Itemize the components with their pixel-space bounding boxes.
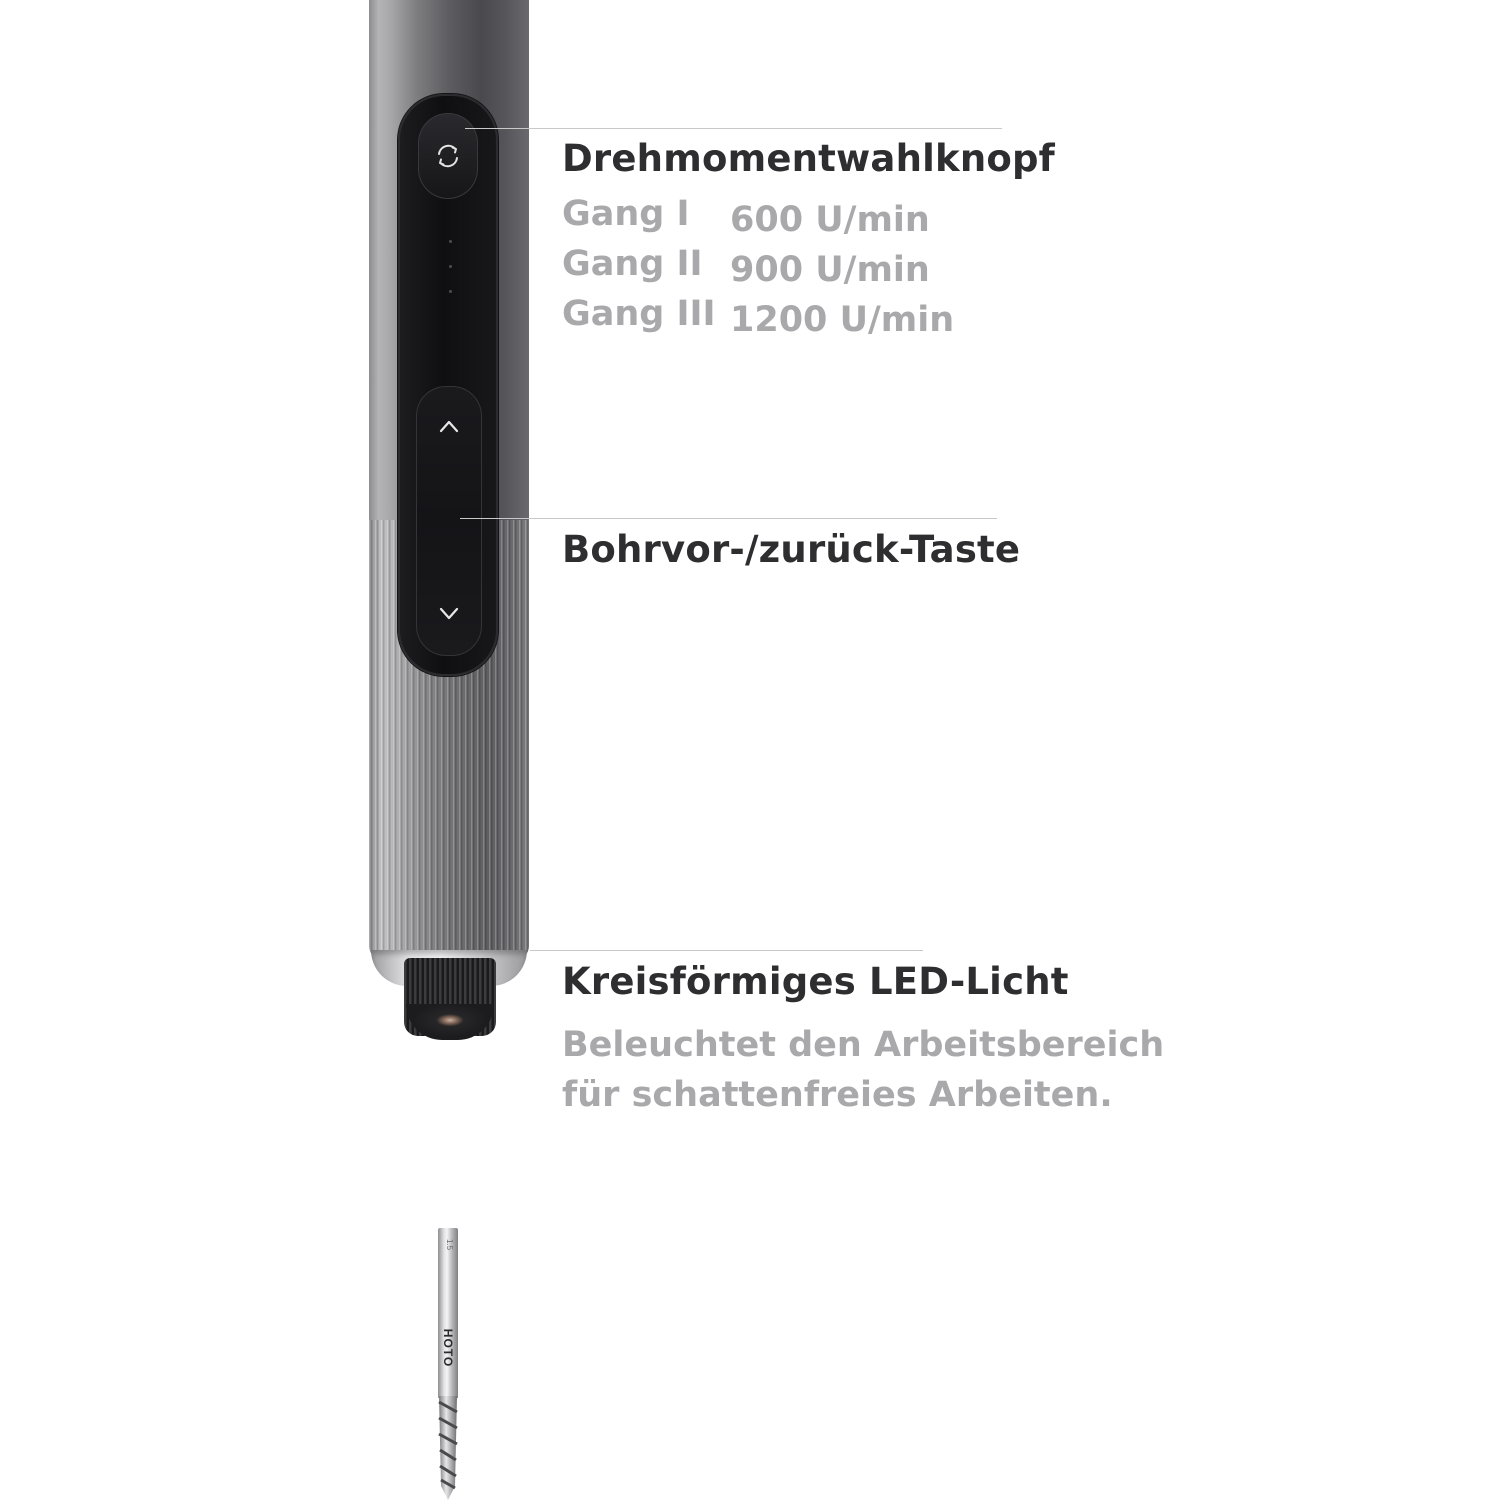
gear-indicator-dots: [446, 240, 454, 310]
gear-indicator-dot: [449, 290, 452, 293]
gear-speed: 600 U/min: [730, 200, 930, 240]
callout-line-led: [530, 950, 923, 951]
gear-label: Gang I: [562, 194, 690, 234]
reverse-button[interactable]: [416, 580, 482, 646]
forward-button[interactable]: [416, 394, 482, 460]
rotate-icon: [431, 139, 465, 173]
led-light-title: Kreisförmiges LED-Licht: [562, 960, 1069, 1003]
callout-line-direction: [460, 518, 997, 519]
led-light-description-line: für schattenfreies Arbeiten.: [562, 1075, 1113, 1115]
gear-indicator-dot: [449, 265, 452, 268]
gear-label: Gang III: [562, 294, 716, 334]
torque-knob-title: Drehmomentwahlknopf: [562, 137, 1055, 180]
gear-label: Gang II: [562, 244, 703, 284]
led-light-description-line: Beleuchtet den Arbeitsbereich: [562, 1025, 1165, 1065]
gear-speed: 1200 U/min: [730, 300, 955, 340]
drill-bit-size: 1.5: [445, 1238, 455, 1250]
drill-bit-flutes: [436, 1396, 460, 1500]
drill-bit-brand: HOTO: [441, 1328, 456, 1368]
forward-reverse-rocker: [416, 386, 482, 656]
gear-speed: 900 U/min: [730, 250, 930, 290]
torque-selector-button[interactable]: [418, 113, 478, 199]
direction-button-title: Bohrvor-/zurück-Taste: [562, 528, 1021, 571]
gear-indicator-dot: [449, 240, 452, 243]
callout-line-torque: [465, 128, 1002, 129]
chevron-down-icon: [434, 598, 464, 628]
chevron-up-icon: [434, 412, 464, 442]
